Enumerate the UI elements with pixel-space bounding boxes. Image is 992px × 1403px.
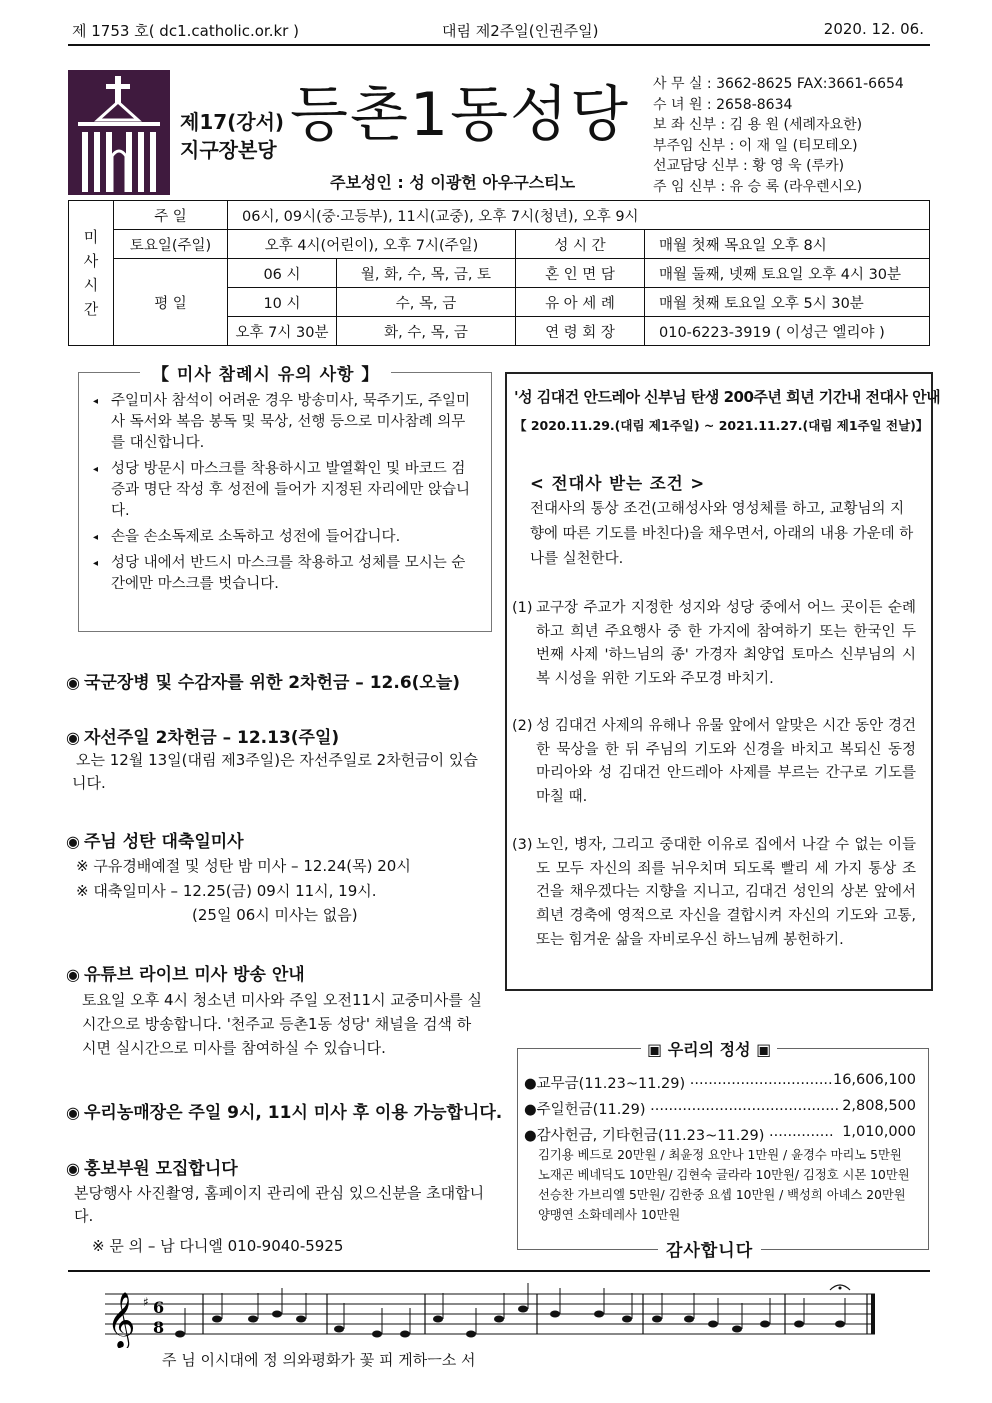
indulgence-intro: 전대사의 통상 조건(고해성사와 영성체를 하고, 교황님의 지향에 따른 기도를 바친다)을 채우면서, 아래의 내용 가운데 하나를 실천한다. <box>530 501 914 567</box>
funeral-head-value: 010-6223-3919 ( 이성근 엘리야 ) <box>645 317 930 346</box>
caution-list <box>79 373 491 595</box>
sunday-label: 주 일 <box>114 201 228 230</box>
office-phone: 사 무 실 : 3662-8625 FAX:3661-6654 <box>653 76 904 92</box>
sunday-times: 06시, 09시(중·고등부), 11시(교중), 오후 7시(청년), 오후 9시 <box>228 201 930 230</box>
mission-priest: 선교담당 신부 : 황 영 욱 (루카) <box>653 158 845 174</box>
weekday-time: 10 시 <box>228 288 337 317</box>
saturday-label: 토요일(주일) <box>114 230 228 259</box>
contact-info <box>653 74 904 197</box>
marriage-value: 매월 둘째, 넷째 토요일 오후 4시 30분 <box>645 259 930 288</box>
bullet-circle-icon: ◉ <box>66 1159 80 1178</box>
list-item: ◂ 성당 방문시 마스크를 착용하시고 발열확인 및 바코드 검증과 명단 작성 후 성전에 들어가 지정된 자리에만 앉습니다. <box>93 461 471 519</box>
list-item: ◂ 성당 내에서 반드시 마스크를 착용하고 성체를 모시는 순간에만 마스크를 벗습니다. <box>93 555 466 592</box>
indulgence-item: (1) 교구장 주교가 지정한 성지와 성당 중에서 어느 곳이든 순례하고 희년 주요행사 중 한 가지에 참여하기 또는 한국인 두 번째 사제 '하느님의 종' 가경자 최양업 토마스 신부님의 시복 시성을 위한 기도와 주모경 바치기. <box>512 600 916 688</box>
bullet-circle-icon: ◉ <box>66 728 80 747</box>
youtube-heading: ◉ 유튜브 라이브 미사 방송 안내 <box>66 965 305 985</box>
assistant-priest: 보 좌 신부 : 김 용 원 (세례자요한) <box>653 117 863 133</box>
convent-phone: 수 녀 원 : 2658-8634 <box>653 96 793 113</box>
list-item: 양맹연 소화데레사 10만원 <box>538 1208 681 1222</box>
mass-time-side-label: 미 사 시 간 <box>69 201 114 346</box>
christmas-note: (25일 06시 미사는 없음) <box>192 906 358 924</box>
infant-baptism-value: 매월 첫째 토요일 오후 5시 30분 <box>645 288 930 317</box>
liturgical-day: 대림 제2주일(인권주일) <box>442 22 599 40</box>
parish-title: 등촌1동성당 <box>290 80 630 150</box>
charity-sunday-heading: ◉ 자선주일 2차헌금 – 12.13(주일) <box>66 728 340 748</box>
notes <box>175 1283 850 1338</box>
time-signature-top: 6 <box>153 1298 165 1317</box>
weekday-days: 월, 화, 수, 목, 금, 토 <box>337 259 516 288</box>
bullet-circle-icon: ◉ <box>66 1103 80 1122</box>
church-building-icon <box>68 70 170 195</box>
top-line <box>72 20 924 42</box>
top-rule <box>68 44 930 46</box>
music-staff <box>105 1280 885 1348</box>
weekday-label: 평 일 <box>114 259 228 346</box>
patron-saint: 주보성인 : 성 이광헌 아우구스티노 <box>330 173 576 192</box>
indulgence-title: '성 김대건 안드레아 신부님 탄생 200주년 희년 기간내 전대사 안내 <box>514 388 941 406</box>
saturday-times: 오후 4시(어린이), 오후 7시(주일) <box>228 230 516 259</box>
mass-schedule-table <box>68 200 930 346</box>
list-item: ◂ 손을 손소독제로 소독하고 성전에 들어갑니다. <box>93 529 401 545</box>
farm-store-notice: ◉ 우리농매장은 주일 9시, 11시 미사 후 이용 가능합니다. <box>66 1103 503 1123</box>
indulgence-condition-heading: < 전대사 받는 조건 > <box>530 474 706 493</box>
military-offering-notice: ◉ 국군장병 및 수감자를 위한 2차헌금 – 12.6(오늘) <box>66 673 461 693</box>
charity-sunday-body: 오는 12월 13일(대림 제3주일)은 자선주일로 2차헌금이 있습니다. <box>72 751 478 792</box>
marriage-label: 혼 인 면 담 <box>516 259 645 288</box>
christmas-mass-heading: ◉ 주님 성탄 대축일미사 <box>66 832 244 852</box>
indulgence-item: (3) 노인, 병자, 그리고 중대한 이유로 집에서 나갈 수 없는 이들도 모두 자신의 죄를 뉘우치며 되도록 빨리 세 가지 통상 조건을 채우겠다는 지향을 지니고, 김대건 성인의 상본 앞에서 희년 경축에 영적으로 자신을 결합시켜 자신의 기도와 고통, 또는 힘겨운 삶을 자비로우신 하느님께 봉헌하기. <box>512 837 916 948</box>
key-sharp-icon: ♯ <box>143 1295 149 1309</box>
weekday-time: 오후 7시 30분 <box>228 317 337 346</box>
caution-title: 【 미사 참례시 유의 사항 】 <box>140 360 391 385</box>
pastor: 주 임 신부 : 유 승 록 (라우렌시오) <box>653 178 863 195</box>
bottom-rule <box>68 1270 930 1272</box>
holy-hour-value: 매월 첫째 목요일 오후 8시 <box>645 230 930 259</box>
funeral-head-label: 연 령 회 장 <box>516 317 645 346</box>
mass-caution-box <box>78 372 492 632</box>
list-item: ◂ 주일미사 참석이 어려운 경우 방송미사, 묵주기도, 주일미사 독서와 복음 봉독 및 묵상, 선행 등으로 미사참례 의무를 대신합니다. <box>93 393 471 451</box>
hymn-lyrics: 주 님 이시대에 정 의와평화가 꽃 피 게하ㅡ소 서 <box>162 1351 476 1369</box>
list-item: 선승찬 가브리엘 5만원/ 김한중 요셉 10만원 / 백성희 아녜스 20만원 <box>538 1188 906 1202</box>
pr-recruit-body: 본당행사 사진촬영, 홈페이지 관리에 관심 있으신분을 초대합니다. <box>74 1184 485 1225</box>
weekday-days: 화, 수, 목, 금 <box>337 317 516 346</box>
list-item: 노재곤 베네딕도 10만원/ 김현숙 글라라 10만원/ 김정호 시몬 10만원 <box>538 1168 910 1182</box>
church-logo <box>68 70 170 195</box>
offering-row: ●주일헌금(11.29) ········································· 2,808,500 <box>524 1098 916 1118</box>
music-score <box>105 1280 885 1348</box>
thanks-label: 감사합니다 <box>658 1236 761 1261</box>
issue-date: 2020. 12. 06. <box>823 20 924 38</box>
bullet-circle-icon: ◉ <box>66 673 80 692</box>
pr-recruit-heading: ◉ 홍보부원 모집합니다 <box>66 1159 238 1179</box>
indulgence-period: 【 2020.11.29.(대림 제1주일) ~ 2021.11.27.(대림 제1주일 전날)】 <box>514 418 929 433</box>
youtube-body: 토요일 오후 4시 청소년 미사와 주일 오전11시 교중미사를 실시간으로 방송합니다. '천주교 등촌1동 성당' 채널을 검색 하시면 실시간으로 미사를 참여하실 수 있습니다. <box>82 991 483 1057</box>
indulgence-item: (2) 성 김대건 사제의 유해나 유물 앞에서 알맞은 시간 동안 경건한 묵상을 한 뒤 주님의 기도와 신경을 바치고 복되신 동정 마리아와 성 김대건 안드레아 사제를 부르는 간구로 기도를 마칠 때. <box>512 718 916 806</box>
weekday-time: 06 시 <box>228 259 337 288</box>
offering-row: ●교무금(11.23~11.29) ······························· 16,606,100 <box>524 1072 916 1092</box>
bullet-circle-icon: ◉ <box>66 965 80 984</box>
treble-clef-icon: 𝄞 <box>107 1292 136 1348</box>
christmas-day-mass: ※ 대축일미사 – 12.25(금) 09시 11시, 19시. <box>76 882 377 900</box>
issue-number: 제 1753 호( dc1.catholic.or.kr ) <box>72 22 299 40</box>
infant-baptism-label: 유 아 세 례 <box>516 288 645 317</box>
christmas-eve-mass: ※ 구유경배예절 및 성탄 밤 미사 – 12.24(목) 20시 <box>76 857 411 875</box>
pr-contact: ※ 문 의 – 남 다니엘 010-9040-5925 <box>92 1237 344 1255</box>
donor-list <box>538 1145 928 1225</box>
bullet-circle-icon: ◉ <box>66 832 80 851</box>
holy-hour-label: 성 시 간 <box>516 230 645 259</box>
offering-title: ▣ 우리의 정성 ▣ <box>641 1037 777 1060</box>
region-label: 제17(강서) 지구장본당 <box>180 110 285 162</box>
list-item: 김기용 베드로 20만원 / 최윤정 요안나 1만원 / 윤경수 마리노 5만원 <box>538 1148 902 1162</box>
time-signature-bottom: 8 <box>153 1318 165 1337</box>
vice-pastor: 부주임 신부 : 이 재 일 (티모테오) <box>653 137 858 154</box>
offering-row: ●감사헌금, 기타헌금(11.23~11.29) ·············· 1,010,000 <box>524 1124 916 1144</box>
weekday-days: 수, 목, 금 <box>337 288 516 317</box>
